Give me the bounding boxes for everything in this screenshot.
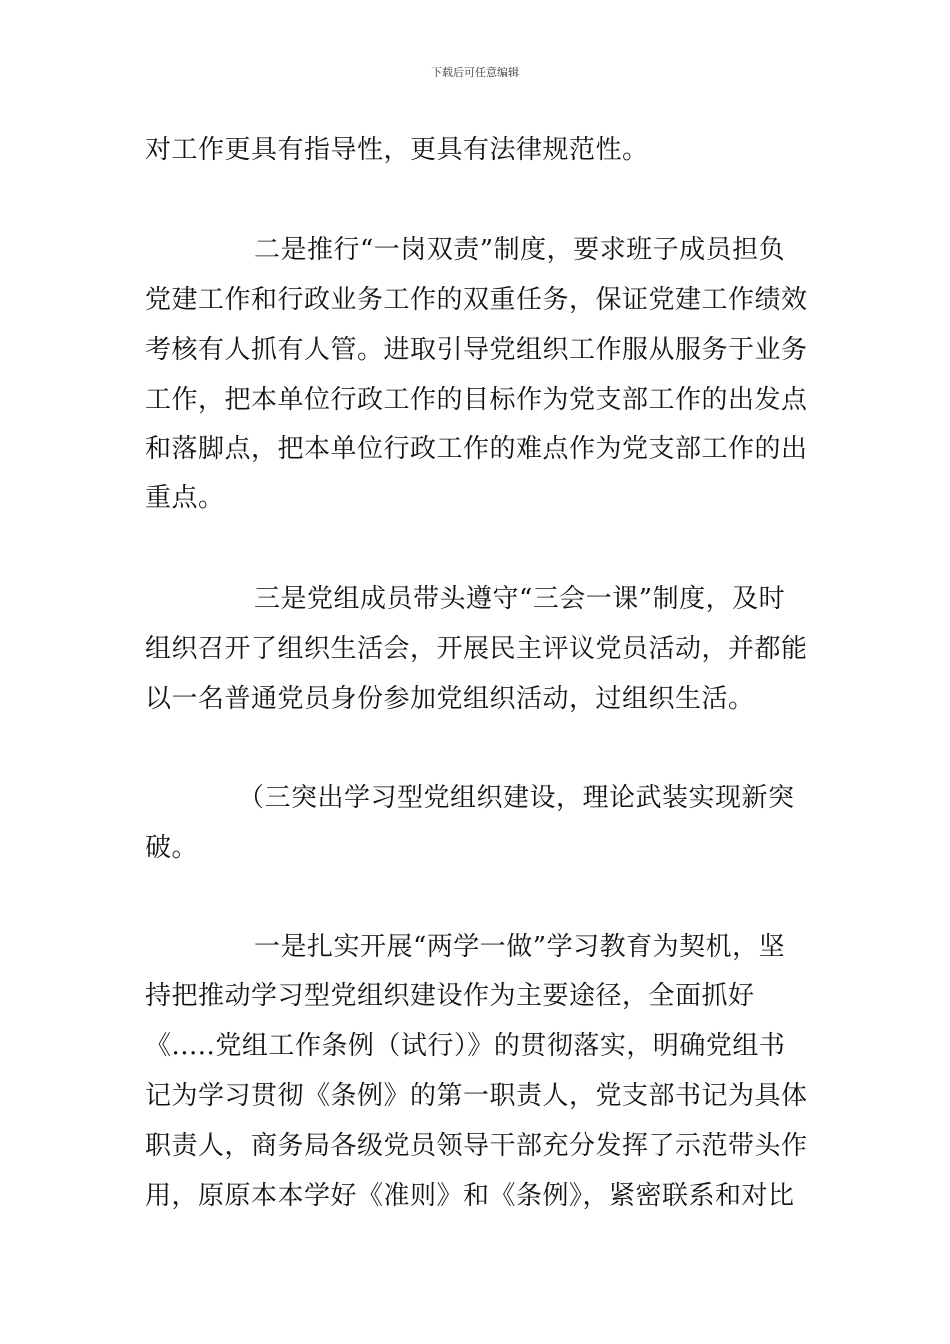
body-line: 记为学习贯彻《条例》的第一职责人，党支部书记为具体 [145, 1081, 808, 1111]
body-line: 考核有人抓有人管。进取引导党组织工作服从服务于业务 [145, 335, 808, 365]
body-line: 二是推行“一岗双责”制度，要求班子成员担负 [254, 235, 786, 265]
body-line: 组织召开了组织生活会，开展民主评议党员活动，并都能 [145, 634, 808, 664]
body-line: 持把推动学习型党组织建设作为主要途径，全面抓好 [145, 981, 755, 1011]
body-line: 一是扎实开展“两学一做”学习教育为契机，坚 [254, 932, 786, 962]
body-line: 重点。 [145, 483, 225, 513]
section-heading: 破。 [145, 833, 199, 863]
body-line: 工作，把本单位行政工作的目标作为党支部工作的出发点 [145, 385, 808, 415]
body-line: 党建工作和行政业务工作的双重任务，保证党建工作绩效 [145, 285, 808, 315]
body-line: 和落脚点，把本单位行政工作的难点作为党支部工作的出 [145, 434, 808, 464]
body-line: 三是党组成员带头遵守“三会一课”制度，及时 [254, 584, 786, 614]
body-line: 用，原原本本学好《准则》和《条例》，紧密联系和对比 [145, 1181, 795, 1211]
body-line: 职责人，商务局各级党员领导干部充分发挥了示范带头作 [145, 1131, 808, 1161]
section-heading: （三突出学习型党组织建设，理论武装实现新突 [238, 783, 795, 813]
page-header: 下载后可任意编辑 [431, 66, 519, 79]
body-line: 对工作更具有指导性，更具有法律规范性。 [145, 135, 649, 165]
body-line: 以一名普通党员身份参加党组织活动，过组织生活。 [145, 684, 755, 714]
body-line: 《.....党组工作条例（试行）》的贯彻落实，明确党组书 [145, 1031, 786, 1061]
